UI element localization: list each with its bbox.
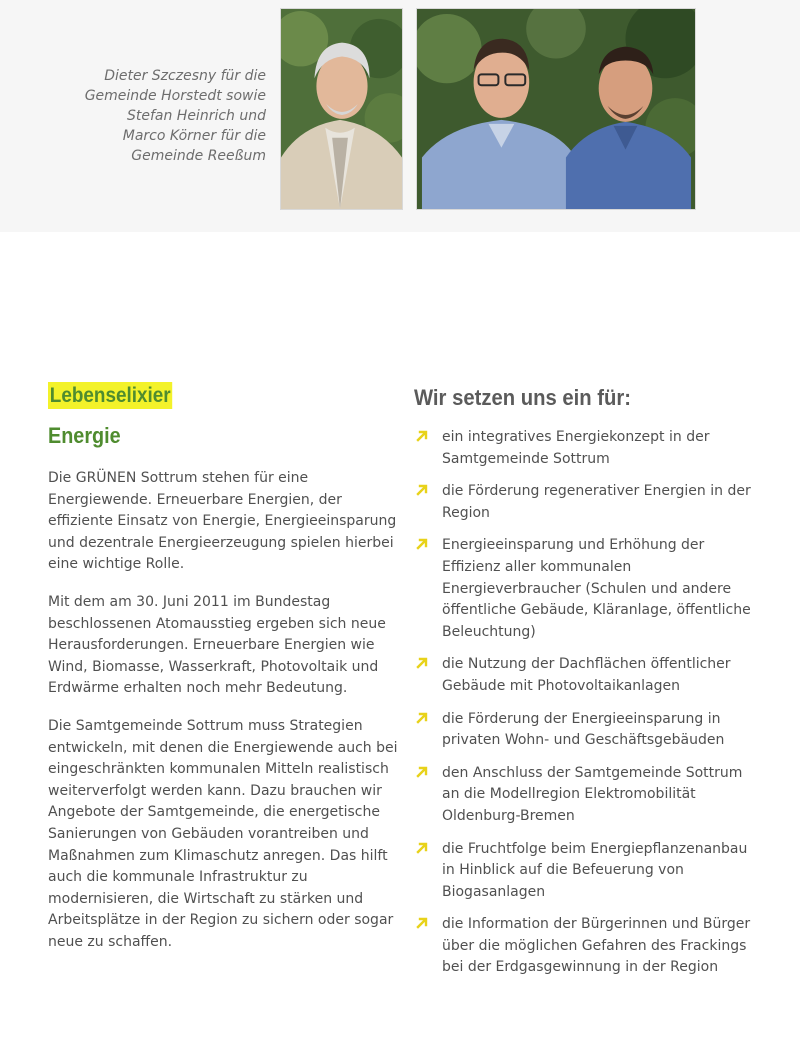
list-item <box>414 535 764 643</box>
list-item-text: die Nutzung der Dachflächen öffentlicher Gebäude mit Photovoltaikanlagen <box>442 656 731 694</box>
section-title: Energie <box>48 423 121 448</box>
portrait-photo-dieter-szczesny <box>280 8 403 210</box>
list-item <box>414 481 764 524</box>
list-item <box>414 709 764 752</box>
photo-caption: Dieter Szczesny für die Gemeinde Horstedt sowie Stefan Heinrich und Marco Körner für die Gemeinde Reeßum <box>84 68 266 164</box>
list-item-text: die Information der Bürgerinnen und Bürger über die möglichen Gefahren des Frackings bei der Erdgasgewinnung in der Region <box>442 916 751 976</box>
list-item-text: den Anschluss der Samtgemeinde Sottrum an die Modellregion Elektromobilität Oldenburg-Bremen <box>442 764 743 824</box>
paragraph: Die Samtgemeinde Sottrum muss Strategien entwickeln, mit denen die Energiewende auch bei eingeschränkten kommunalen Mitteln realistisch weiterverfolgt werden kann. Dazu brauchen wir Angebote der Samtgemeinde, die energetische Sanierungen von Gebäuden vorantreiben und Maßnahmen zum Klimaschutz anregen. Das hilft auch die kommunale Infrastruktur zu modernisieren, die Wirtschaft zu stärken und Arbeitsplätze in der Region zu sichern oder sogar neue zu schaffen. <box>48 717 398 950</box>
paragraph: Die GRÜNEN Sottrum stehen für eine Energiewende. Erneuerbare Energien, der effiziente Einsatz von Energie, Energieeinsparung und dezentrale Energieerzeugung spielen hierbei eine wichtige Rolle. <box>48 470 397 573</box>
commitments-list <box>414 427 764 979</box>
list-item-text: die Fruchtfolge beim Energiepflanzenanbau in Hinblick auf die Befeuerung von Biogasanlagen <box>442 840 748 900</box>
list-item <box>414 914 764 979</box>
commitments-section <box>414 382 764 990</box>
energy-section <box>48 382 398 953</box>
arrow-up-right-icon <box>416 842 428 854</box>
list-item-text: ein integratives Energiekonzept in der Samtgemeinde Sottrum <box>442 429 710 467</box>
list-item <box>414 763 764 828</box>
list-item <box>414 654 764 697</box>
arrow-up-right-icon <box>416 430 428 442</box>
arrow-up-right-icon <box>416 712 428 724</box>
list-item <box>414 427 764 470</box>
arrow-up-right-icon <box>416 538 428 550</box>
arrow-up-right-icon <box>416 766 428 778</box>
section-tag: Lebenselixier <box>49 384 171 407</box>
portrait-photo-heinrich-koerner <box>416 8 696 210</box>
list-item <box>414 839 764 904</box>
list-item-text: die Förderung der Energieeinsparung in privaten Wohn- und Geschäftsgebäuden <box>442 710 725 749</box>
arrow-up-right-icon <box>416 484 428 496</box>
list-item-text: die Förderung regenerativer Energien in der Region <box>442 483 751 521</box>
commitments-title: Wir setzen uns ein für: <box>414 385 631 410</box>
list-item-text: Energieeinsparung und Erhöhung der Effizienz aller kommunalen Energieverbraucher (Schulen und andere öffentliche Gebäude, Kläranlage, öffentliche Beleuchtung) <box>442 537 751 640</box>
paragraph: Mit dem am 30. Juni 2011 im Bundestag beschlossenen Atomausstieg ergeben sich neue Herausforderungen. Erneuerbare Energien wie Wind, Biomasse, Wasserkraft, Photovoltaik und Erdwärme erhalten noch mehr Bedeutung. <box>48 593 386 697</box>
arrow-up-right-icon <box>416 657 428 669</box>
arrow-up-right-icon <box>416 917 428 929</box>
